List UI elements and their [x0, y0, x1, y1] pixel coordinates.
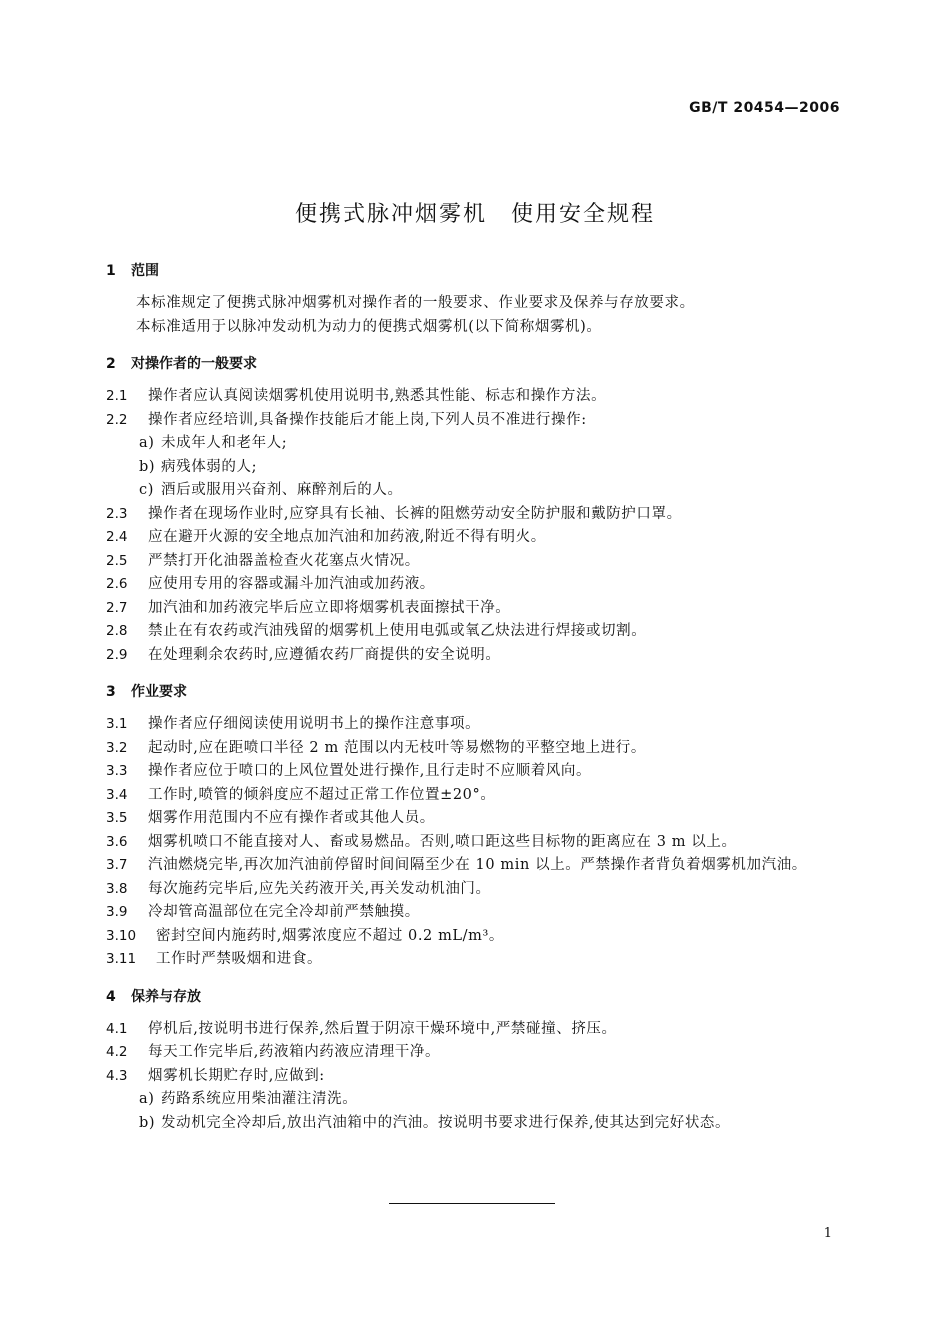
clause-3-1 — [106, 713, 844, 737]
clause-3-9 — [106, 901, 844, 925]
clause-number: 3.5 — [106, 810, 128, 826]
clause-number: 4.3 — [106, 1067, 128, 1084]
section-number: 3 — [106, 684, 116, 700]
clause-2-7 — [106, 597, 844, 621]
clause-3-8 — [106, 878, 844, 902]
clause-2-5 — [106, 550, 844, 574]
clause-text: 每天工作完毕后,药液箱内药液应清理干净。 — [148, 1044, 441, 1060]
section-title: 保养与存放 — [131, 988, 201, 1005]
section-number: 1 — [106, 263, 116, 279]
clause-text: 应在避开火源的安全地点加汽油和加药液,附近不得有明火。 — [148, 529, 546, 545]
clause-number: 3.2 — [106, 739, 128, 756]
clause-text: 汽油燃烧完毕,再次加汽油前停留时间间隔至少在 10 min 以上。严禁操作者背负着烟雾机加汽油。 — [148, 857, 807, 873]
clause-2-9 — [106, 644, 844, 668]
clause-number: 3.3 — [106, 763, 128, 779]
clause-4-3 — [106, 1065, 844, 1089]
clause-text: 禁止在有农药或汽油残留的烟雾机上使用电弧或氧乙炔法进行焊接或切割。 — [148, 623, 647, 639]
clause-text: 工作时,喷管的倾斜度应不超过正常工作位置±20°。 — [148, 786, 496, 803]
document-body — [106, 260, 844, 1135]
clause-text: 操作者应经培训,具备操作技能后才能上岗,下列人员不准进行操作: — [148, 411, 587, 428]
clause-text: 停机后,按说明书进行保养,然后置于阴凉干燥环境中,严禁碰撞、挤压。 — [148, 1020, 617, 1037]
clause-number: 2.1 — [106, 388, 128, 404]
clause-text: 工作时严禁吸烟和进食。 — [156, 951, 323, 967]
clause-number: 3.9 — [106, 904, 128, 920]
paragraph: 本标准规定了便携式脉冲烟雾机对操作者的一般要求、作业要求及保养与存放要求。 — [136, 295, 695, 311]
clause-number: 2.2 — [106, 411, 128, 428]
clause-text: 冷却管高温部位在完全冷却前严禁触摸。 — [148, 904, 420, 920]
clause-number: 2.3 — [106, 505, 128, 522]
clause-number: 2.7 — [106, 599, 128, 616]
clause-number: 3.10 — [106, 927, 137, 944]
clause-number: 2.8 — [106, 623, 128, 639]
clause-number: 3.7 — [106, 857, 128, 873]
clause-number: 2.5 — [106, 552, 128, 569]
section-title: 对操作者的一般要求 — [131, 356, 257, 372]
clause-2-6 — [106, 573, 844, 597]
clause-text: 烟雾作用范围内不应有操作者或其他人员。 — [148, 810, 435, 826]
clause-text: 起动时,应在距喷口半径 2 m 范围以内无枝叶等易燃物的平整空地上进行。 — [148, 739, 647, 756]
page-number: 1 — [823, 1226, 832, 1241]
clause-2-2 — [106, 409, 844, 433]
clause-3-4 — [106, 784, 844, 808]
item-label: b) — [139, 458, 156, 475]
item-text: 酒后或服用兴奋剂、麻醉剂后的人。 — [161, 482, 403, 498]
section-number: 2 — [106, 356, 116, 372]
clause-text: 加汽油和加药液完毕后应立即将烟雾机表面擦拭干净。 — [148, 599, 511, 616]
section-number: 4 — [106, 988, 116, 1005]
clause-number: 2.9 — [106, 646, 128, 663]
clause-number: 4.2 — [106, 1044, 128, 1060]
item-text: 未成年人和老年人; — [161, 435, 288, 451]
item-label: c) — [139, 482, 154, 498]
clause-4-1 — [106, 1018, 844, 1042]
clause-3-2 — [106, 737, 844, 761]
section-heading-operator-requirements — [106, 353, 844, 375]
list-item — [106, 479, 844, 503]
item-text: 发动机完全冷却后,放出汽油箱中的汽油。按说明书要求进行保养,使其达到完好状态。 — [161, 1114, 731, 1131]
clause-3-7 — [106, 854, 844, 878]
section-heading-scope — [106, 260, 844, 282]
clause-text: 每次施药完毕后,应先关药液开关,再关发动机油门。 — [148, 880, 491, 897]
item-text: 药路系统应用柴油灌注清洗。 — [161, 1091, 358, 1107]
clause-3-10 — [106, 925, 844, 949]
paragraph: 本标准适用于以脉冲发动机为动力的便携式烟雾机(以下简称烟雾机)。 — [136, 318, 602, 335]
clause-number: 4.1 — [106, 1020, 128, 1037]
clause-3-6 — [106, 831, 844, 855]
clause-number: 3.8 — [106, 880, 128, 897]
clause-4-2 — [106, 1041, 844, 1065]
clause-2-1 — [106, 385, 844, 409]
clause-number: 3.11 — [106, 951, 137, 967]
section-heading-maintenance-storage — [106, 986, 844, 1008]
clause-text: 操作者应仔细阅读使用说明书上的操作注意事项。 — [148, 716, 481, 732]
end-of-document-rule — [389, 1203, 555, 1204]
clause-text: 操作者应位于喷口的上风位置处进行操作,且行走时不应顺着风向。 — [148, 763, 592, 779]
list-item — [106, 456, 844, 480]
clause-text: 应使用专用的容器或漏斗加汽油或加药液。 — [148, 576, 435, 592]
clause-text: 在处理剩余农药时,应遵循农药厂商提供的安全说明。 — [148, 646, 501, 663]
clause-3-5 — [106, 807, 844, 831]
section-title: 作业要求 — [131, 684, 187, 700]
clause-text: 操作者在现场作业时,应穿具有长袖、长裤的阻燃劳动安全防护服和戴防护口罩。 — [148, 505, 682, 522]
standard-code: GB/T 20454—2006 — [689, 100, 840, 116]
item-label: b) — [139, 1114, 156, 1131]
clause-text: 密封空间内施药时,烟雾浓度应不超过 0.2 mL/m³。 — [156, 927, 505, 944]
clause-number: 3.1 — [106, 716, 128, 732]
clause-number: 2.6 — [106, 576, 128, 592]
clause-3-11 — [106, 948, 844, 972]
item-label: a) — [139, 435, 155, 451]
item-text: 病残体弱的人; — [161, 458, 258, 475]
list-item — [106, 432, 844, 456]
clause-text: 操作者应认真阅读烟雾机使用说明书,熟悉其性能、标志和操作方法。 — [148, 388, 607, 404]
page-title: 便携式脉冲烟雾机 使用安全规程 — [294, 201, 655, 227]
clause-2-4 — [106, 526, 844, 550]
clause-text: 烟雾机喷口不能直接对人、畜或易燃品。否则,喷口距这些目标物的距离应在 3 m 以上。 — [148, 833, 737, 850]
clause-number: 3.4 — [106, 786, 128, 803]
clause-text: 严禁打开化油器盖检查火花塞点火情况。 — [148, 552, 420, 569]
section-title: 范围 — [131, 263, 159, 279]
clause-3-3 — [106, 760, 844, 784]
clause-2-8 — [106, 620, 844, 644]
section-heading-operation-requirements — [106, 681, 844, 703]
list-item — [106, 1088, 844, 1112]
clause-2-3 — [106, 503, 844, 527]
item-label: a) — [139, 1091, 155, 1107]
clause-number: 3.6 — [106, 833, 128, 850]
clause-number: 2.4 — [106, 529, 128, 545]
clause-text: 烟雾机长期贮存时,应做到: — [148, 1067, 325, 1084]
list-item — [106, 1112, 844, 1136]
